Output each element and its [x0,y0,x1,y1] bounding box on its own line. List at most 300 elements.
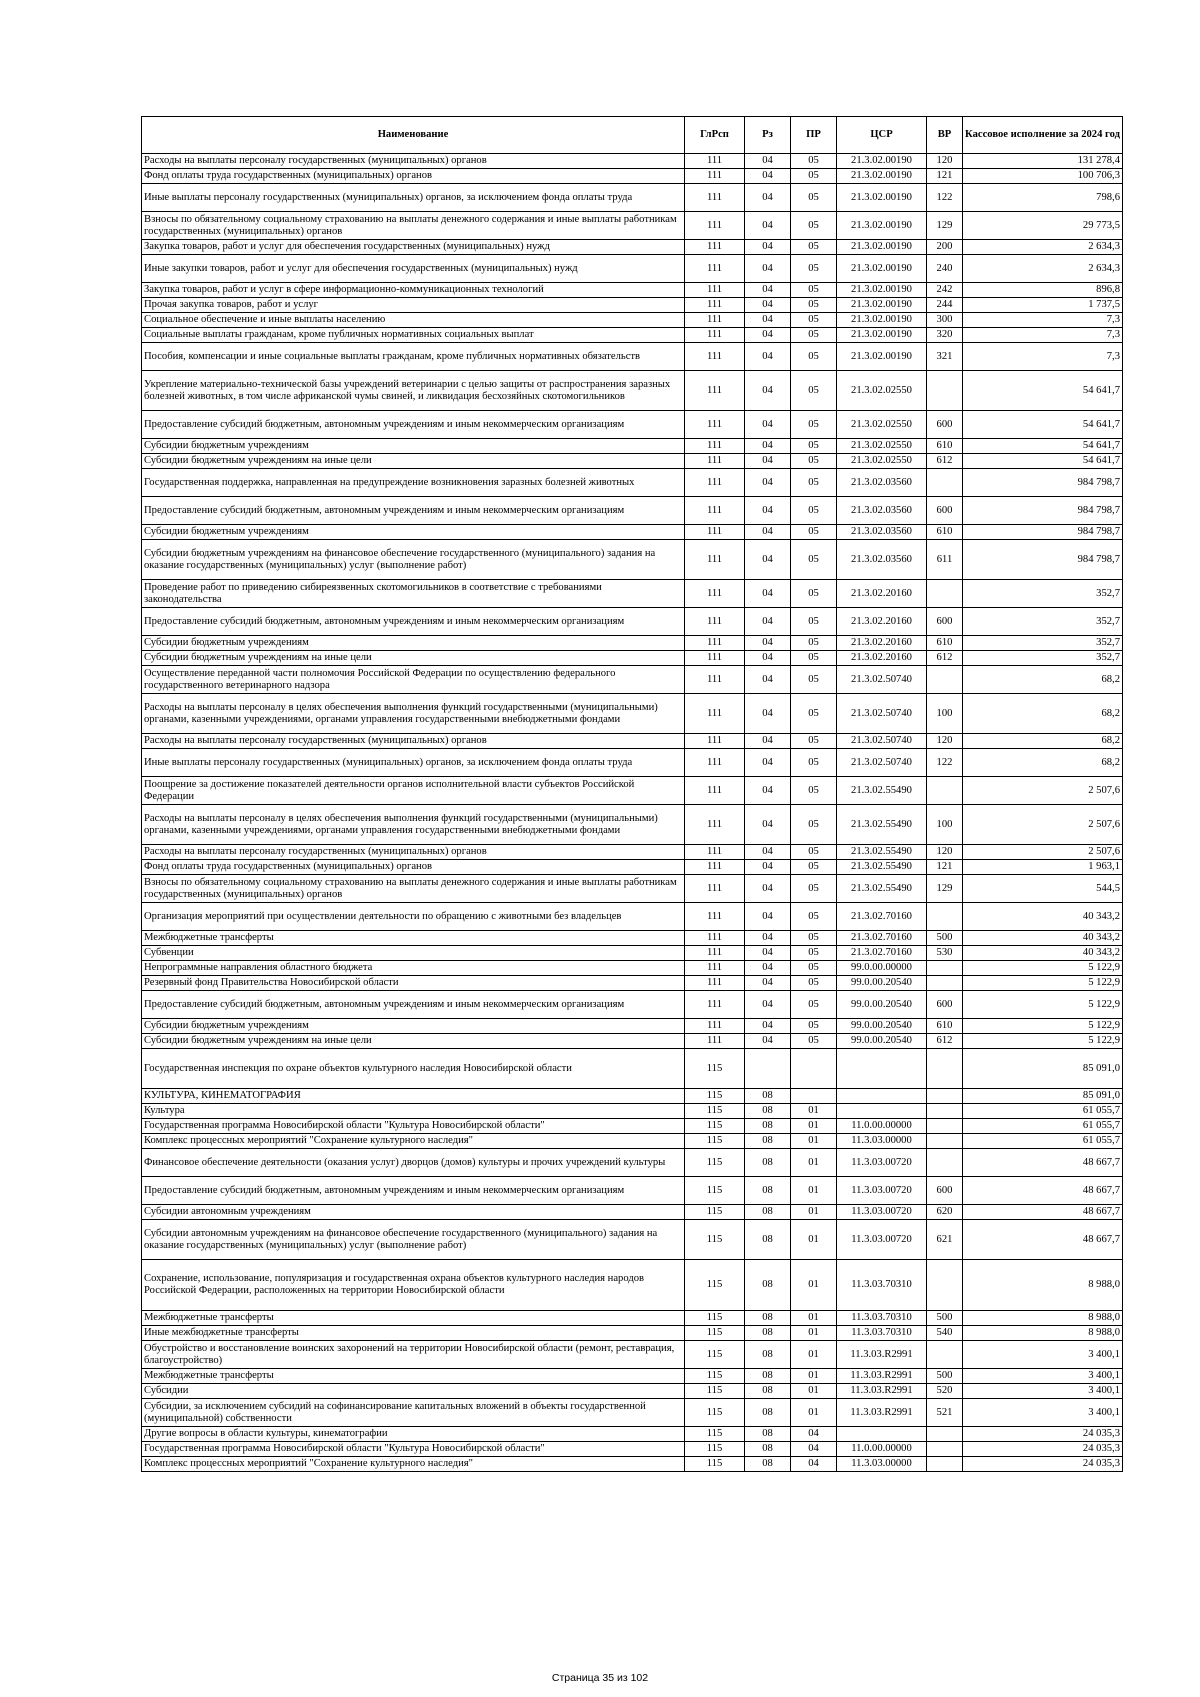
cell-csr: 21.3.02.50740 [837,734,927,749]
cell-pr: 05 [791,805,837,845]
cell-rz: 08 [745,1311,791,1326]
cell-vr: 500 [927,1311,963,1326]
cell-vr: 321 [927,343,963,371]
table-row [142,497,1123,525]
cell-rz: 08 [745,1442,791,1457]
cell-amount: 5 122,9 [963,1034,1123,1049]
cell-vr: 612 [927,651,963,666]
cell-grbs: 115 [685,1104,745,1119]
cell-csr: 21.3.02.00190 [837,283,927,298]
table-row [142,255,1123,283]
cell-pr: 05 [791,608,837,636]
cell-name: КУЛЬТУРА, КИНЕМАТОГРАФИЯ [142,1089,685,1104]
cell-vr [927,961,963,976]
cell-amount: 54 641,7 [963,454,1123,469]
cell-amount: 68,2 [963,694,1123,734]
cell-name: Субсидии бюджетным учреждениям [142,525,685,540]
table-row [142,694,1123,734]
table-row [142,328,1123,343]
cell-name: Расходы на выплаты персоналу государственных (муниципальных) органов [142,154,685,169]
cell-grbs: 111 [685,540,745,580]
cell-csr: 11.3.03.00720 [837,1205,927,1220]
cell-amount: 2 507,6 [963,805,1123,845]
cell-pr: 05 [791,860,837,875]
cell-amount: 24 035,3 [963,1427,1123,1442]
cell-pr: 05 [791,1019,837,1034]
cell-rz: 04 [745,903,791,931]
cell-grbs: 111 [685,860,745,875]
cell-rz: 04 [745,991,791,1019]
cell-amount: 3 400,1 [963,1384,1123,1399]
cell-csr: 11.3.03.00000 [837,1457,927,1472]
cell-vr: 612 [927,454,963,469]
cell-amount: 2 507,6 [963,845,1123,860]
cell-csr: 21.3.02.03560 [837,497,927,525]
cell-csr: 11.0.00.00000 [837,1442,927,1457]
cell-pr: 05 [791,454,837,469]
cell-vr: 600 [927,991,963,1019]
cell-rz: 08 [745,1149,791,1177]
cell-grbs: 115 [685,1205,745,1220]
cell-csr: 21.3.02.00190 [837,313,927,328]
cell-amount: 85 091,0 [963,1049,1123,1089]
cell-csr: 21.3.02.02550 [837,454,927,469]
cell-grbs: 111 [685,469,745,497]
cell-vr: 500 [927,931,963,946]
table-row [142,1019,1123,1034]
cell-grbs: 111 [685,777,745,805]
cell-vr [927,1089,963,1104]
cell-amount: 896,8 [963,283,1123,298]
cell-grbs: 111 [685,439,745,454]
cell-name: Расходы на выплаты персоналу в целях обеспечения выполнения функций государственными (муниципальными) органами, казенными учреждениями, органами управления государственными внебюджетными фондами [142,694,685,734]
cell-csr: 21.3.02.00190 [837,212,927,240]
cell-name: Субвенции [142,946,685,961]
cell-rz: 04 [745,184,791,212]
cell-grbs: 115 [685,1134,745,1149]
cell-vr: 122 [927,184,963,212]
cell-grbs: 115 [685,1311,745,1326]
cell-grbs: 111 [685,805,745,845]
cell-grbs: 115 [685,1384,745,1399]
cell-csr: 21.3.02.00190 [837,240,927,255]
cell-name: Иные выплаты персоналу государственных (муниципальных) органов, за исключением фонда оплаты труда [142,749,685,777]
table-row [142,734,1123,749]
cell-name: Закупка товаров, работ и услуг в сфере информационно-коммуникационных технологий [142,283,685,298]
cell-name: Поощрение за достижение показателей деятельности органов исполнительной власти субъектов Российской Федерации [142,777,685,805]
cell-amount: 68,2 [963,666,1123,694]
cell-grbs: 111 [685,343,745,371]
cell-pr: 05 [791,991,837,1019]
cell-amount: 54 641,7 [963,371,1123,411]
cell-vr: 244 [927,298,963,313]
cell-amount: 68,2 [963,734,1123,749]
cell-amount: 48 667,7 [963,1205,1123,1220]
cell-vr [927,1049,963,1089]
cell-grbs: 111 [685,734,745,749]
table-row [142,651,1123,666]
cell-name: Прочая закупка товаров, работ и услуг [142,298,685,313]
table-row [142,991,1123,1019]
cell-vr: 540 [927,1326,963,1341]
cell-name: Организация мероприятий при осуществлении деятельности по обращению с животными без владельцев [142,903,685,931]
cell-csr: 21.3.02.20160 [837,636,927,651]
cell-pr: 01 [791,1399,837,1427]
cell-name: Субсидии бюджетным учреждениям [142,439,685,454]
table-row [142,1442,1123,1457]
cell-name: Резервный фонд Правительства Новосибирской области [142,976,685,991]
table-row [142,169,1123,184]
cell-grbs: 115 [685,1442,745,1457]
cell-csr: 11.3.03.70310 [837,1311,927,1326]
cell-pr: 05 [791,903,837,931]
cell-rz: 04 [745,694,791,734]
cell-csr: 99.0.00.20540 [837,976,927,991]
cell-name: Социальные выплаты гражданам, кроме публичных нормативных социальных выплат [142,328,685,343]
cell-name: Расходы на выплаты персоналу государственных (муниципальных) органов [142,734,685,749]
cell-amount: 352,7 [963,636,1123,651]
table-row [142,749,1123,777]
cell-pr: 05 [791,525,837,540]
cell-pr: 01 [791,1205,837,1220]
cell-grbs: 111 [685,169,745,184]
cell-vr: 120 [927,734,963,749]
cell-csr: 21.3.02.00190 [837,184,927,212]
cell-pr: 01 [791,1384,837,1399]
cell-name: Обустройство и восстановление воинских захоронений на территории Новосибирской области (ремонт, реставрация, благоустройство) [142,1341,685,1369]
table-row [142,875,1123,903]
cell-vr: 320 [927,328,963,343]
cell-name: Предоставление субсидий бюджетным, автономным учреждениям и иным некоммерческим организациям [142,608,685,636]
header-grbs: ГлРсп [685,117,745,154]
cell-vr: 610 [927,439,963,454]
cell-pr: 05 [791,931,837,946]
cell-csr: 21.3.02.70160 [837,946,927,961]
cell-vr [927,580,963,608]
cell-pr: 05 [791,651,837,666]
table-row [142,1177,1123,1205]
cell-rz: 08 [745,1177,791,1205]
cell-amount: 7,3 [963,313,1123,328]
cell-csr: 11.3.03.00720 [837,1220,927,1260]
cell-rz: 08 [745,1384,791,1399]
cell-pr: 05 [791,283,837,298]
cell-pr: 05 [791,497,837,525]
cell-csr: 21.3.02.55490 [837,860,927,875]
cell-name: Государственная программа Новосибирской области "Культура Новосибирской области" [142,1442,685,1457]
table-row [142,1341,1123,1369]
cell-grbs: 111 [685,525,745,540]
cell-grbs: 111 [685,1019,745,1034]
cell-pr: 05 [791,976,837,991]
cell-rz [745,1049,791,1089]
cell-amount: 2 634,3 [963,240,1123,255]
table-row [142,666,1123,694]
cell-grbs: 111 [685,961,745,976]
table-row [142,1427,1123,1442]
table-row [142,931,1123,946]
cell-rz: 08 [745,1427,791,1442]
cell-pr: 05 [791,777,837,805]
cell-name: Пособия, компенсации и иные социальные выплаты гражданам, кроме публичных нормативных обязательств [142,343,685,371]
cell-rz: 04 [745,805,791,845]
cell-name: Субсидии бюджетным учреждениям на финансовое обеспечение государственного (муниципального) задания на оказание государственных (муниципальных) услуг (выполнение работ) [142,540,685,580]
cell-amount: 5 122,9 [963,976,1123,991]
cell-pr: 05 [791,184,837,212]
cell-grbs: 111 [685,298,745,313]
cell-grbs: 111 [685,608,745,636]
cell-rz: 04 [745,439,791,454]
cell-vr: 600 [927,608,963,636]
table-row [142,961,1123,976]
cell-rz: 04 [745,169,791,184]
cell-amount: 40 343,2 [963,903,1123,931]
cell-name: Государственная поддержка, направленная на предупреждение возникновения заразных болезней животных [142,469,685,497]
cell-amount: 8 988,0 [963,1326,1123,1341]
cell-grbs: 115 [685,1260,745,1311]
cell-grbs: 111 [685,903,745,931]
cell-pr: 05 [791,845,837,860]
table-body [142,154,1123,1472]
cell-rz: 04 [745,946,791,961]
cell-grbs: 115 [685,1149,745,1177]
cell-vr [927,1341,963,1369]
header-name: Наименование [142,117,685,154]
table-header-row [142,117,1123,154]
cell-pr: 05 [791,749,837,777]
cell-grbs: 111 [685,240,745,255]
table-row [142,845,1123,860]
cell-csr: 99.0.00.20540 [837,991,927,1019]
cell-rz: 04 [745,608,791,636]
table-row [142,298,1123,313]
cell-name: Субсидии бюджетным учреждениям на иные цели [142,651,685,666]
cell-grbs: 111 [685,371,745,411]
cell-vr: 120 [927,845,963,860]
cell-grbs: 111 [685,212,745,240]
cell-vr: 200 [927,240,963,255]
cell-name: Иные межбюджетные трансферты [142,1326,685,1341]
cell-name: Финансовое обеспечение деятельности (оказания услуг) дворцов (домов) культуры и прочих учреждений культуры [142,1149,685,1177]
cell-csr: 21.3.02.00190 [837,343,927,371]
cell-pr: 01 [791,1104,837,1119]
cell-name: Комплекс процессных мероприятий "Сохранение культурного наследия" [142,1457,685,1472]
cell-csr: 11.3.03.R2991 [837,1341,927,1369]
cell-pr: 05 [791,154,837,169]
cell-pr [791,1089,837,1104]
cell-name: Взносы по обязательному социальному страхованию на выплаты денежного содержания и иные выплаты работникам государственных (муниципальных) органов [142,212,685,240]
cell-amount: 352,7 [963,651,1123,666]
cell-name: Государственная программа Новосибирской области "Культура Новосибирской области" [142,1119,685,1134]
cell-rz: 08 [745,1205,791,1220]
cell-pr: 05 [791,946,837,961]
cell-grbs: 115 [685,1341,745,1369]
cell-vr [927,976,963,991]
cell-amount: 798,6 [963,184,1123,212]
cell-csr: 21.3.02.70160 [837,903,927,931]
cell-csr: 21.3.02.55490 [837,875,927,903]
cell-csr: 99.0.00.20540 [837,1034,927,1049]
cell-grbs: 115 [685,1427,745,1442]
cell-vr [927,1260,963,1311]
table-row [142,608,1123,636]
cell-pr: 05 [791,636,837,651]
cell-grbs: 111 [685,580,745,608]
cell-vr: 611 [927,540,963,580]
cell-rz: 04 [745,875,791,903]
cell-grbs: 111 [685,946,745,961]
cell-rz: 08 [745,1119,791,1134]
table-row [142,976,1123,991]
cell-vr: 120 [927,154,963,169]
cell-pr: 05 [791,371,837,411]
cell-rz: 04 [745,343,791,371]
cell-vr: 520 [927,1384,963,1399]
cell-csr: 21.3.02.03560 [837,469,927,497]
cell-pr: 05 [791,469,837,497]
cell-vr: 300 [927,313,963,328]
cell-rz: 04 [745,540,791,580]
cell-name: Субсидии автономным учреждениям [142,1205,685,1220]
cell-rz: 04 [745,777,791,805]
cell-amount: 29 773,5 [963,212,1123,240]
cell-rz: 08 [745,1399,791,1427]
cell-rz: 08 [745,1134,791,1149]
cell-name: Непрограммные направления областного бюджета [142,961,685,976]
cell-pr: 05 [791,734,837,749]
cell-amount: 100 706,3 [963,169,1123,184]
cell-csr: 11.3.03.00000 [837,1134,927,1149]
table-row [142,540,1123,580]
cell-csr: 21.3.02.20160 [837,651,927,666]
cell-pr: 01 [791,1177,837,1205]
cell-grbs: 111 [685,497,745,525]
cell-grbs: 115 [685,1049,745,1089]
cell-vr [927,1427,963,1442]
cell-rz: 04 [745,976,791,991]
cell-amount: 2 634,3 [963,255,1123,283]
table-row [142,1326,1123,1341]
cell-csr: 21.3.02.03560 [837,540,927,580]
cell-name: Субсидии автономным учреждениям на финансовое обеспечение государственного (муниципального) задания на оказание государственных (муниципальных) услуг (выполнение работ) [142,1220,685,1260]
cell-grbs: 111 [685,845,745,860]
cell-grbs: 111 [685,636,745,651]
table-row [142,154,1123,169]
cell-rz: 04 [745,636,791,651]
cell-name: Закупка товаров, работ и услуг для обеспечения государственных (муниципальных) нужд [142,240,685,255]
cell-vr: 610 [927,1019,963,1034]
cell-csr: 21.3.02.55490 [837,777,927,805]
cell-vr: 612 [927,1034,963,1049]
cell-amount: 61 055,7 [963,1119,1123,1134]
cell-amount: 5 122,9 [963,961,1123,976]
cell-vr [927,903,963,931]
cell-csr: 21.3.02.00190 [837,154,927,169]
cell-name: Субсидии бюджетным учреждениям [142,636,685,651]
table-row [142,1134,1123,1149]
table-row [142,212,1123,240]
cell-name: Фонд оплаты труда государственных (муниципальных) органов [142,860,685,875]
cell-amount: 1 963,1 [963,860,1123,875]
cell-pr: 01 [791,1311,837,1326]
cell-amount: 5 122,9 [963,991,1123,1019]
table-row [142,1104,1123,1119]
cell-csr: 11.3.03.R2991 [837,1399,927,1427]
cell-rz: 08 [745,1260,791,1311]
cell-pr: 05 [791,694,837,734]
table-row [142,1369,1123,1384]
cell-amount: 54 641,7 [963,439,1123,454]
cell-grbs: 115 [685,1457,745,1472]
cell-rz: 04 [745,497,791,525]
cell-csr: 21.3.02.20160 [837,608,927,636]
cell-csr: 11.3.03.70310 [837,1326,927,1341]
cell-pr: 01 [791,1220,837,1260]
cell-vr: 500 [927,1369,963,1384]
cell-name: Иные выплаты персоналу государственных (муниципальных) органов, за исключением фонда оплаты труда [142,184,685,212]
cell-pr: 04 [791,1442,837,1457]
cell-rz: 04 [745,525,791,540]
cell-pr: 05 [791,439,837,454]
cell-vr [927,1457,963,1472]
cell-rz: 04 [745,734,791,749]
table-row [142,1089,1123,1104]
cell-amount: 40 343,2 [963,946,1123,961]
cell-pr: 04 [791,1427,837,1442]
cell-grbs: 111 [685,694,745,734]
cell-amount: 131 278,4 [963,154,1123,169]
cell-csr: 21.3.02.00190 [837,328,927,343]
cell-name: Предоставление субсидий бюджетным, автономным учреждениям и иным некоммерческим организациям [142,497,685,525]
cell-amount: 61 055,7 [963,1134,1123,1149]
cell-rz: 04 [745,411,791,439]
cell-amount: 984 798,7 [963,540,1123,580]
cell-name: Проведение работ по приведению сибиреязвенных скотомогильников в соответствие с требованиями законодательства [142,580,685,608]
cell-name: Осуществление переданной части полномочия Российской Федерации по осуществлению федерального государственного ветеринарного надзора [142,666,685,694]
cell-amount: 3 400,1 [963,1341,1123,1369]
cell-grbs: 111 [685,154,745,169]
cell-vr [927,666,963,694]
cell-pr: 05 [791,240,837,255]
cell-pr: 05 [791,343,837,371]
cell-amount: 40 343,2 [963,931,1123,946]
cell-grbs: 115 [685,1399,745,1427]
cell-csr: 21.3.02.02550 [837,411,927,439]
cell-name: Предоставление субсидий бюджетным, автономным учреждениям и иным некоммерческим организациям [142,991,685,1019]
cell-pr: 05 [791,1034,837,1049]
cell-pr: 01 [791,1119,837,1134]
table-row [142,371,1123,411]
cell-pr: 05 [791,169,837,184]
cell-csr: 99.0.00.20540 [837,1019,927,1034]
cell-vr [927,1134,963,1149]
cell-rz: 08 [745,1369,791,1384]
header-amount: Кассовое исполнение за 2024 год [963,117,1123,154]
cell-rz: 04 [745,283,791,298]
table-row [142,1260,1123,1311]
header-rz: Рз [745,117,791,154]
cell-pr: 05 [791,580,837,608]
table-row [142,184,1123,212]
cell-amount: 7,3 [963,343,1123,371]
cell-amount: 48 667,7 [963,1177,1123,1205]
cell-csr: 21.3.02.00190 [837,298,927,313]
cell-rz: 04 [745,1034,791,1049]
cell-vr: 129 [927,212,963,240]
table-row [142,1220,1123,1260]
cell-grbs: 111 [685,931,745,946]
table-row [142,946,1123,961]
